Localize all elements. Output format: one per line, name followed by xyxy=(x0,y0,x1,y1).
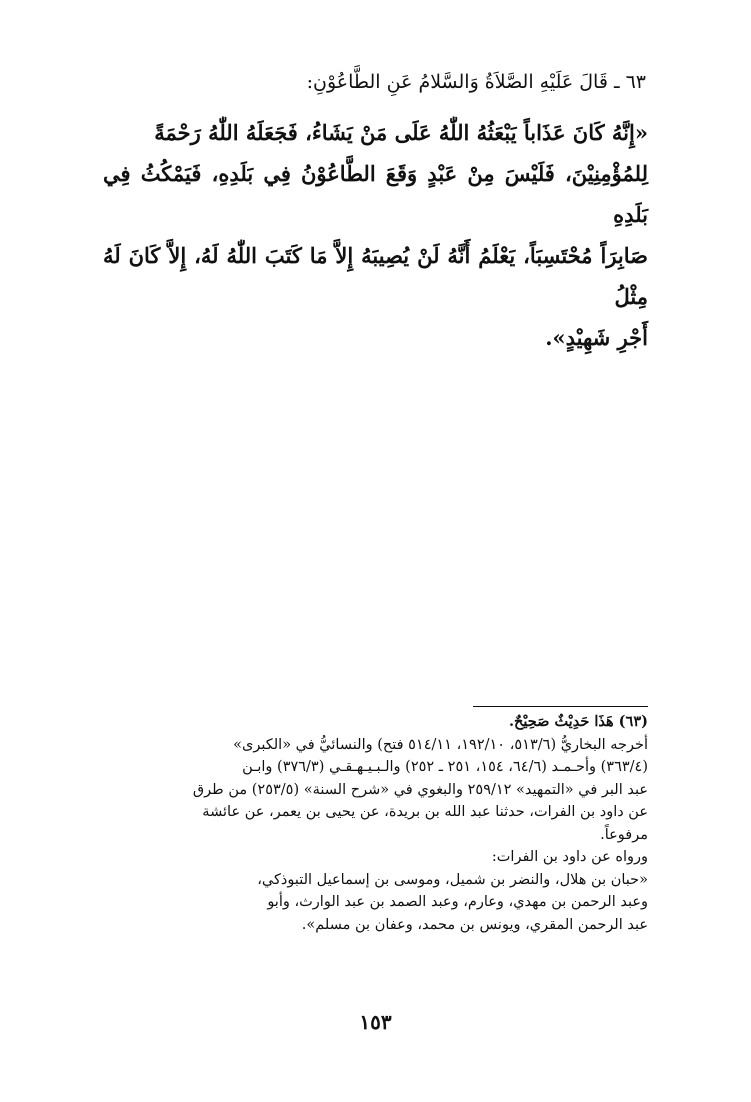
footnote-line: عبد الرحمن المقري، ويونس بن محمد، وعفان بن مسلم». xyxy=(301,916,648,933)
footnote-line: عبد البر في «التمهيد» ٢٥٩/١٢ والبغوي في «شرح السنة» (٢٥٣/٥) من طرق xyxy=(192,781,648,798)
footnote-line: عن داود بن الفرات، حدثنا عبد الله بن بريدة، عن يحيى بن يعمر، عن عائشة xyxy=(202,804,648,820)
footnote-line: مرفوعاً. xyxy=(600,826,648,843)
hadith-line: «إِنَّهُ كَانَ عَذَاباً يَبْعَثُهُ اللّٰهُ عَلَى مَنْ يَشَاءُ، فَجَعَلَهُ اللّٰهُ رَحْمَةً xyxy=(154,120,648,145)
footnote-line: «حبان بن هلال، والنضر بن شميل، وموسى بن إسماعيل التبوذكي، xyxy=(257,871,648,888)
hadith-line: صَابِرَاً مُحْتَسِبَاً، يَعْلَمُ أَنَّهُ لَنْ يُصِيبَهُ إِلاَّ مَا كَتَبَ اللّٰهُ لَهُ، إِلاَّ كَانَ لَهُ مِثْلُ xyxy=(103,243,648,309)
hadith-text xyxy=(103,112,648,358)
footnote-title: (٦٣) هَذَا حَدِيْثٌ صَحِيْحٌ. xyxy=(508,713,648,730)
page-number: ١٥٣ xyxy=(359,1010,392,1034)
footnote-section xyxy=(103,711,648,936)
hadith-line: لِلمُؤْمِنِيْنَ، فَلَيْسَ مِنْ عَبْدٍ وَقَعَ الطَّاعُوْنُ فِي بَلَدِهِ، فَيَمْكُثُ فِي بَلَدِهِ xyxy=(103,161,648,227)
footnote-line: (٣٦٣/٤) وأحـمـد (٦٤/٦، ١٥٤، ٢٥١ ـ ٢٥٢) والـبـيـهـقـي (٣٧٦/٣) وابـن xyxy=(242,759,648,775)
hadith-line: أَجْرِ شَهِيْدٍ». xyxy=(545,325,648,350)
footnote-line: أخرجه البخاريُّ (٥١٣/٦، ١٩٢/١٠، ٥١٤/١١ فتح) والنسائيُّ في «الكبرى» xyxy=(233,736,648,753)
footnote-divider xyxy=(473,706,648,707)
hadith-heading: ٦٣ ـ قَالَ عَلَيْهِ الصَّلاَةُ وَالسَّلامُ عَنِ الطَّاعُوْنِ: xyxy=(306,71,646,93)
footnote-line: ورواه عن داود بن الفرات: xyxy=(491,849,648,865)
footnote-line: وعبد الرحمن بن مهدي، وعارم، وعبد الصمد بن عبد الوارث، وأبو xyxy=(267,894,648,910)
